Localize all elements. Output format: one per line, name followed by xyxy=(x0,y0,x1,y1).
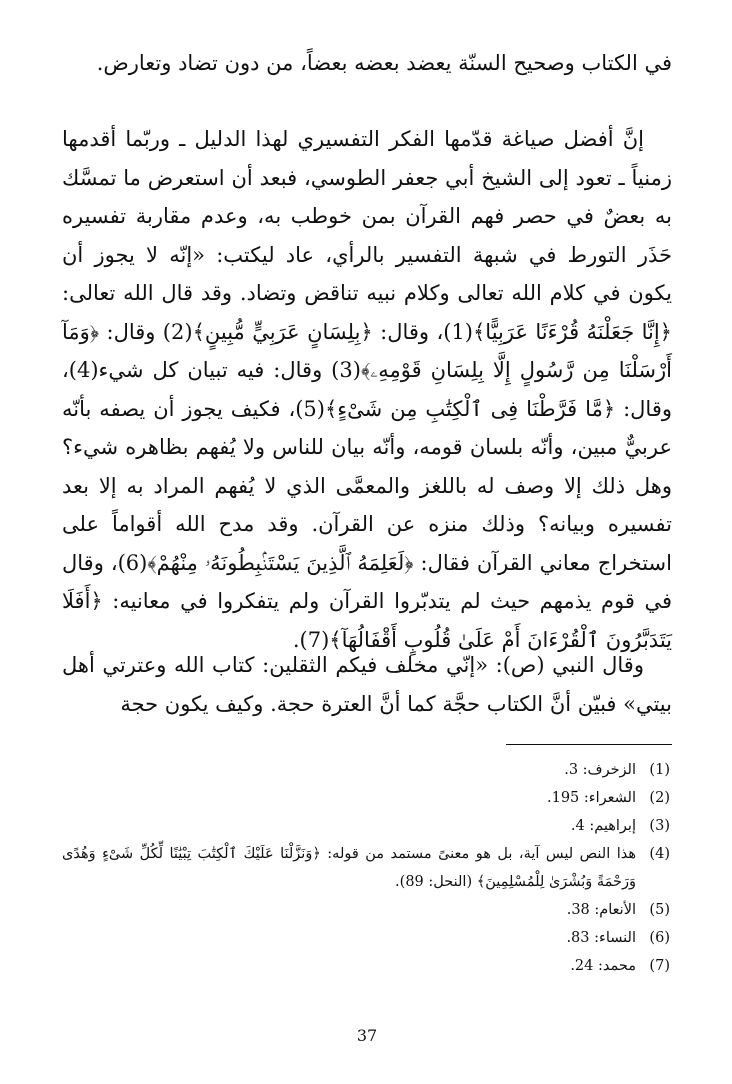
footnote-text: الزخرف: 3. xyxy=(564,762,636,778)
paragraph-continuation: في الكتاب وصحيح السنّة يعضد بعضه بعضاً، من دون تضاد وتعارض. xyxy=(96,51,672,75)
footnote-number: (3) xyxy=(649,818,670,834)
footnotes-list xyxy=(62,756,672,980)
footnote-separator xyxy=(506,744,672,745)
footnote-text: هذا النص ليس آية، بل هو معنىً مستمد من قوله: ﴿وَنَزَّلْنَا عَلَيْكَ ٱلْكِتَٰبَ تِبْيَٰنًا لِّكُلِّ شَىْءٍ وَهُدًى وَرَحْمَةً وَبُشْرَىٰ لِلْمُسْلِمِينَ﴾ (النحل: 89). xyxy=(62,846,636,890)
footnote-item xyxy=(62,896,672,924)
footnote-item xyxy=(62,924,672,952)
footnote-item xyxy=(62,756,672,784)
paragraph-thaqalayn-hadith: وقال النبي (ص): «إنّي مخلف فيكم الثقلين: كتاب الله وعترتي أهل بيتي» فبيّن أنَّ الكتاب حجَّة كما أنَّ العترة حجة. وكيف يكون حجة xyxy=(62,653,672,716)
footnote-text: إبراهيم: 4. xyxy=(570,818,636,834)
footnote-text: الشعراء: 195. xyxy=(546,790,636,806)
footnote-number: (4) xyxy=(649,846,670,862)
footnote-item xyxy=(62,840,672,896)
book-page xyxy=(62,44,672,1044)
footnote-text: محمد: 24. xyxy=(570,958,636,974)
footnote-item xyxy=(62,812,672,840)
footnote-number: (6) xyxy=(649,930,670,946)
footnote-number: (1) xyxy=(649,762,670,778)
paragraph-tusi-argument: إنَّ أفضل صياغة قدّمها الفكر التفسيري لهذا الدليل ـ وربّما أقدمها زمنياً ـ تعود إلى الشيخ أبي جعفر الطوسي، فبعد أن استعرض ما تمسَّك به بعضٌ في حصر فهم القرآن بمن خوطب به، وعدم مقاربة تفسيره حَذَر التورط في شبهة التفسير بالرأي، عاد ليكتب: «إنّه لا يجوز أن يكون في كلام الله تعالى وكلام نبيه تناقض وتضاد. وقد قال الله تعالى: ﴿إِنَّا جَعَلْنَهُ قُرْءَنًا عَرَبِيًّا﴾(1)، وقال: ﴿بِلِسَانٍ عَرَبِيٍّ مُّبِينٍ﴾(2) وقال: ﴿وَمَآ أَرْسَلْنَا مِن رَّسُولٍ إِلَّا بِلِسَانِ قَوْمِهِۦ﴾(3) وقال: فيه تبيان كل شيء(4)، وقال: ﴿مَّا فَرَّطْنَا فِى ٱلْكِتَٰبِ مِن شَىْءٍ﴾(5)، فكيف يجوز أن يصفه بأنّه عربيٌّ مبين، وأنّه بلسان قومه، وأنّه بيان للناس ولا يُفهم بظاهره شيء؟ وهل ذلك إلا وصف له باللغز والمعمَّى الذي لا يُفهم المراد به إلا بعد تفسيره وبيانه؟ وذلك منزه عن القرآن. وقد مدح الله أقواماً على استخراج معاني القرآن فقال: ﴿لَعَلِمَهُ ٱلَّذِينَ يَسْتَنۢبِطُونَهُۥ مِنْهُمْ﴾(6)، وقال في قوم يذمهم حيث لم يتدبّروا القرآن ولم يتفكروا في معانيه: ﴿أَفَلَا يَتَدَبَّرُونَ ٱلْقُرْءَانَ أَمْ عَلَىٰ قُلُوبٍ أَقْفَالُهَآ﴾(7). xyxy=(62,127,672,652)
footnote-item xyxy=(62,952,672,980)
page-number: 37 xyxy=(356,1026,378,1045)
footnote-text: النساء: 83. xyxy=(566,930,636,946)
footnote-number: (7) xyxy=(649,958,670,974)
footnote-number: (2) xyxy=(649,790,670,806)
footnote-number: (5) xyxy=(649,902,670,918)
footnote-text: الأنعام: 38. xyxy=(566,902,636,918)
footnote-item xyxy=(62,784,672,812)
